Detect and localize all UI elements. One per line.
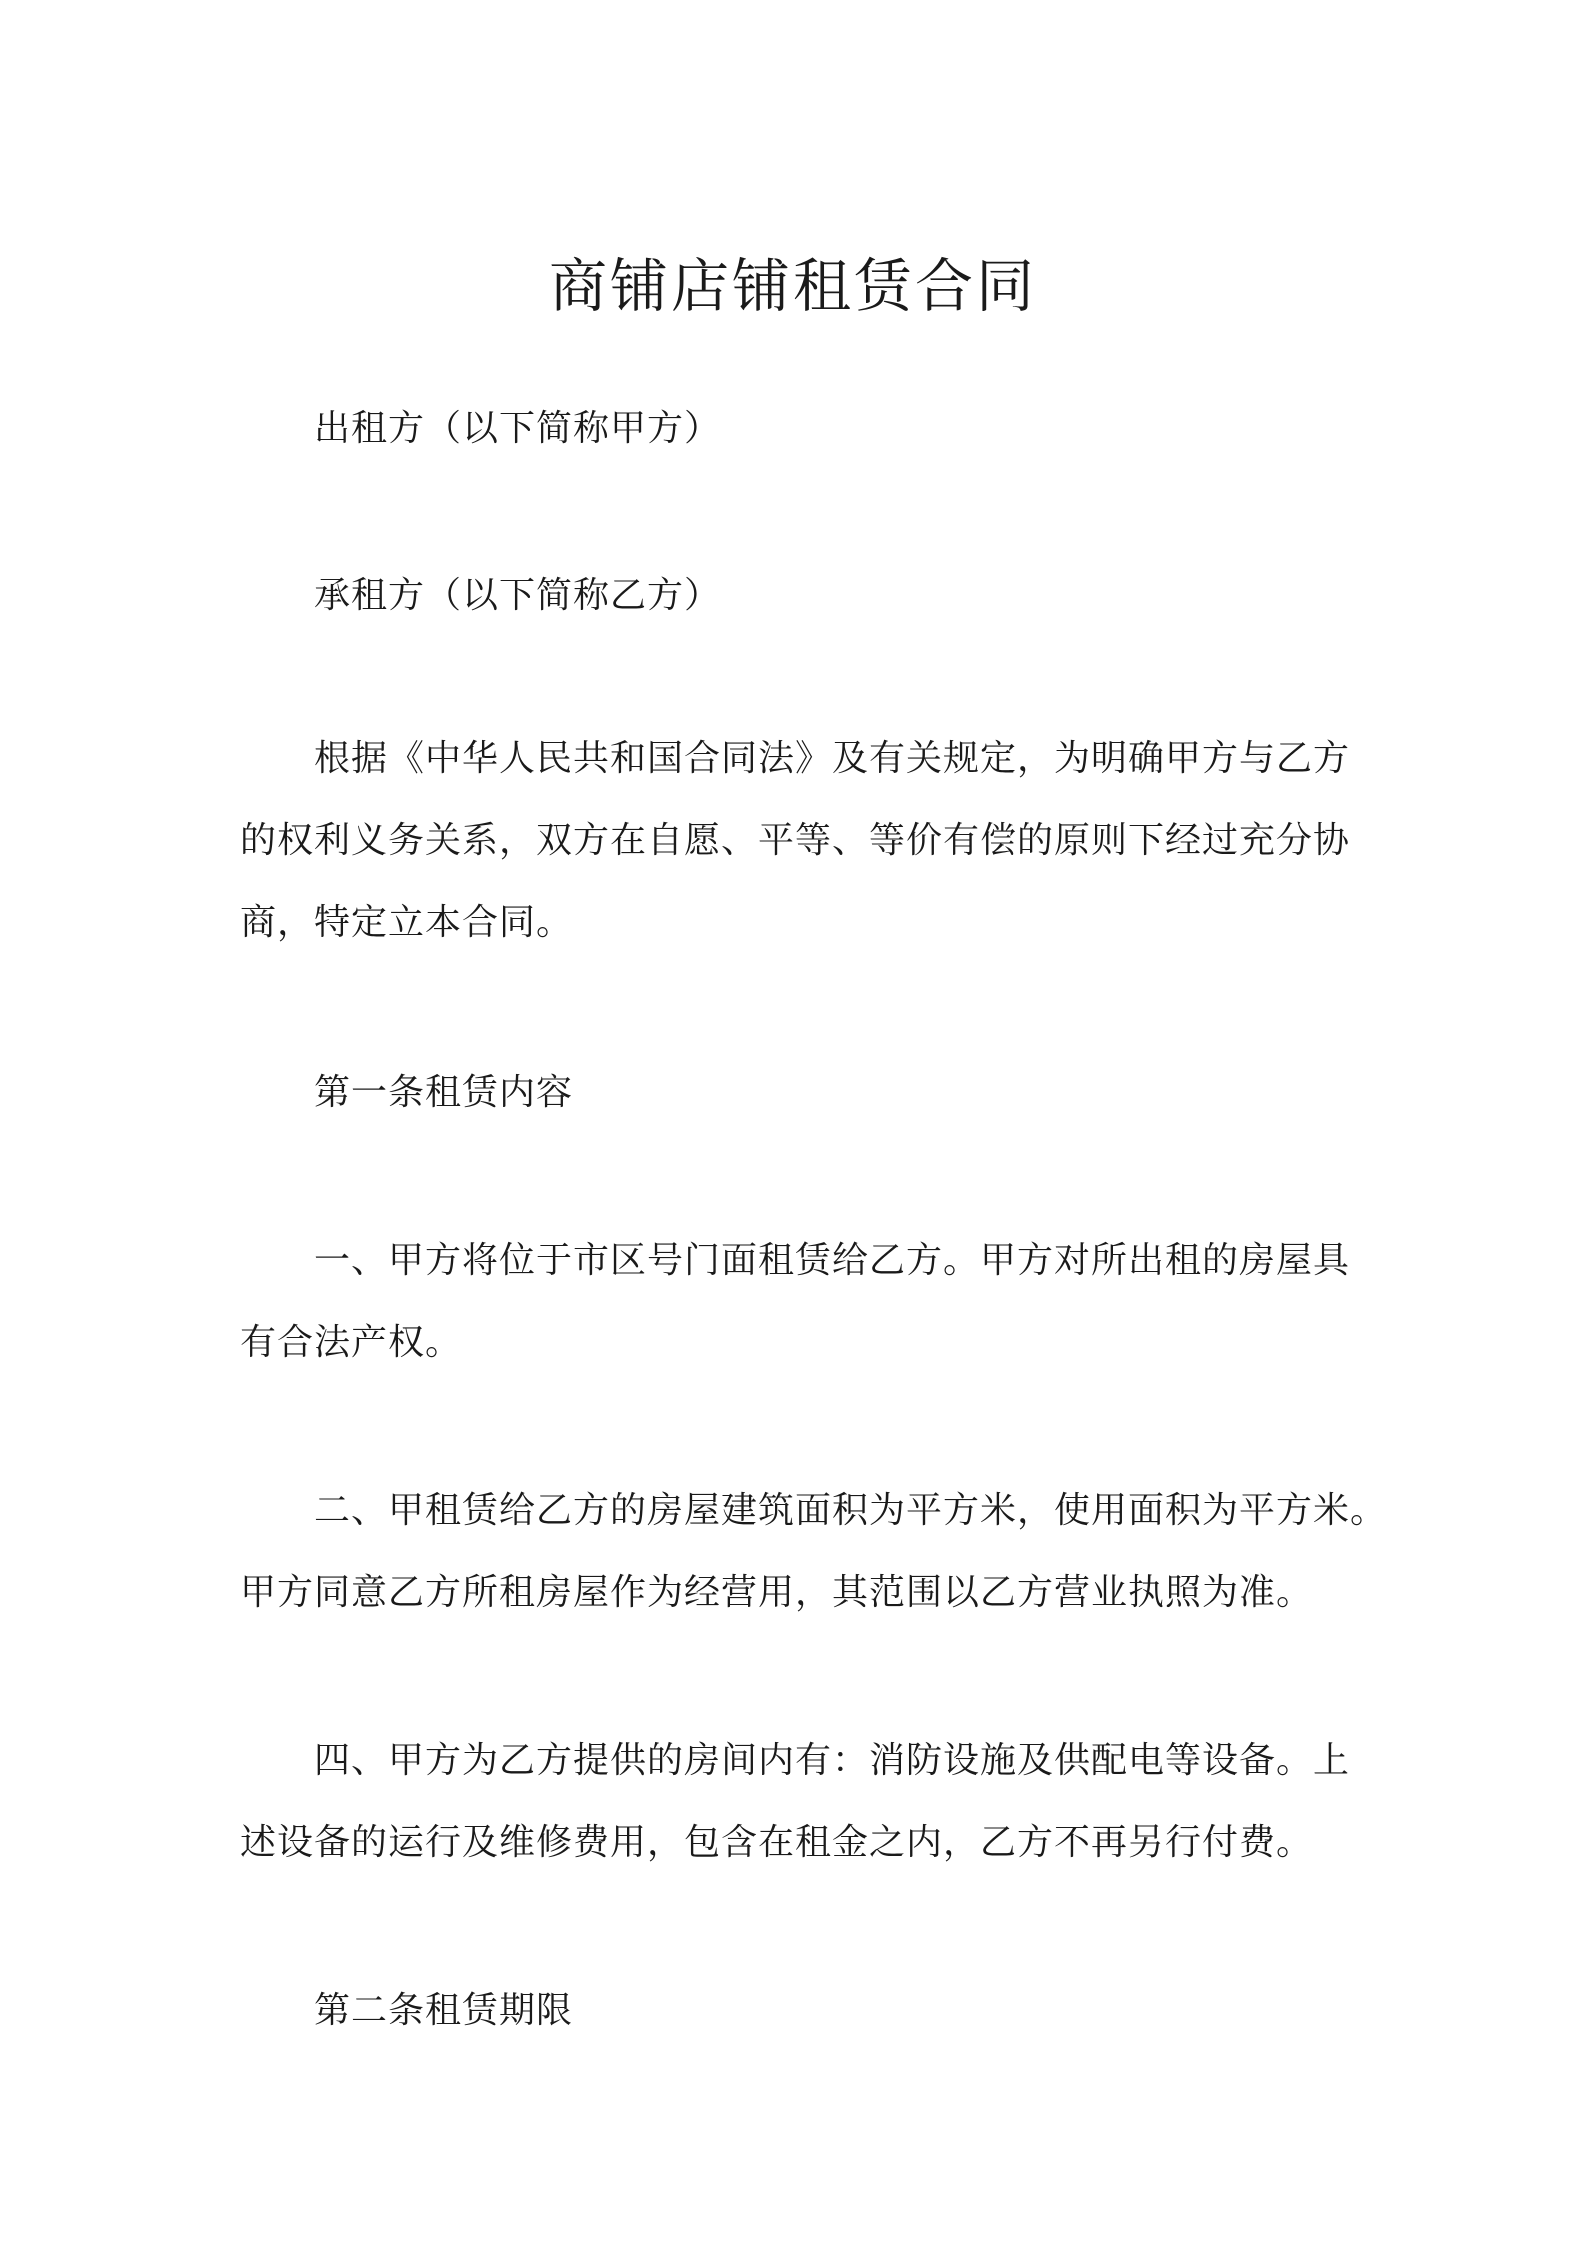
article1-heading-text: 第一条租赁内容	[314, 1072, 574, 1113]
article1-heading	[240, 1052, 1355, 1134]
clause4-paragraph	[240, 1720, 1355, 1884]
lessee-text: 承租方（以下简称乙方）	[314, 575, 722, 616]
lessor-line	[240, 388, 1355, 470]
clause2-line-2: 甲方同意乙方所租房屋作为经营用，其范围以乙方营业执照为准。	[240, 1572, 1314, 1613]
article2-heading	[240, 1970, 1355, 2052]
clause2-line-1: 二、甲租赁给乙方的房屋建筑面积为平方米，使用面积为平方米。	[314, 1490, 1388, 1531]
preamble-paragraph	[240, 718, 1355, 964]
clause1-line-1: 一、甲方将位于市区号门面租赁给乙方。甲方对所出租的房屋具	[314, 1240, 1351, 1281]
clause2-paragraph	[240, 1470, 1388, 1634]
article2-heading-text: 第二条租赁期限	[314, 1990, 574, 2031]
clause4-line-2: 述设备的运行及维修费用，包含在租金之内，乙方不再另行付费。	[240, 1822, 1314, 1863]
document-title: 商铺店铺租赁合同	[548, 252, 1037, 320]
clause1-line-2: 有合法产权。	[240, 1322, 463, 1363]
preamble-line-2: 的权利义务关系，双方在自愿、平等、等价有偿的原则下经过充分协	[240, 820, 1351, 861]
lessor-text: 出租方（以下简称甲方）	[314, 408, 722, 449]
clause4-line-1: 四、甲方为乙方提供的房间内有：消防设施及供配电等设备。上	[314, 1740, 1351, 1781]
preamble-line-3: 商，特定立本合同。	[240, 902, 574, 943]
clause1-paragraph	[240, 1220, 1355, 1384]
lessee-line	[240, 555, 1355, 637]
preamble-line-1: 根据《中华人民共和国合同法》及有关规定，为明确甲方与乙方	[314, 738, 1351, 779]
